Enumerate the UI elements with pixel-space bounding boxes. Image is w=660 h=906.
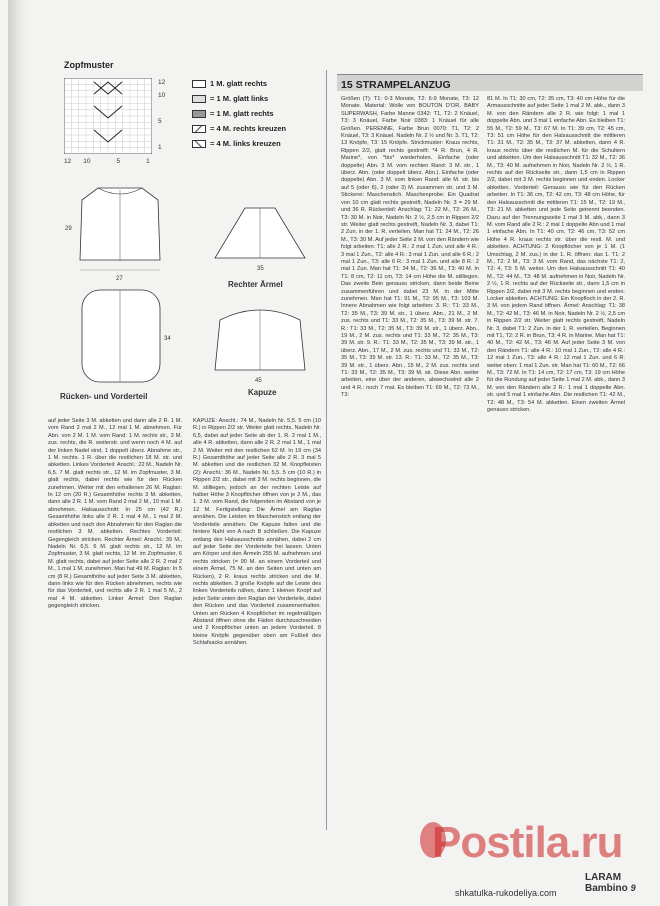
- text-column-2: [193, 418, 321, 858]
- column-divider: [326, 70, 327, 830]
- cable-chart: [64, 78, 152, 154]
- legend-item: [192, 121, 322, 136]
- row-label: 1: [158, 144, 162, 151]
- page-number: 9: [630, 883, 636, 893]
- hood-diagram: [200, 300, 320, 385]
- brand-logo: [585, 872, 636, 894]
- legend-item: [192, 91, 322, 106]
- text-column-3: [341, 96, 479, 848]
- legend-text: = 1 M. glatt rechts: [210, 109, 274, 118]
- svg-text:29: 29: [65, 226, 72, 232]
- svg-text:27: 27: [116, 276, 123, 282]
- caption-hood: Kapuze: [248, 388, 277, 397]
- watermark-logo: Postila.ru: [432, 818, 623, 867]
- legend-text: = 1 M. glatt links: [210, 94, 269, 103]
- zopf-title: Zopfmuster: [64, 60, 114, 70]
- legend-item: [192, 76, 322, 91]
- row-label: 10: [158, 92, 166, 99]
- row-label: 5: [158, 118, 162, 125]
- text-column-1: [48, 418, 182, 858]
- col-label: 5: [116, 158, 121, 165]
- cross-right-symbol: [192, 125, 206, 133]
- site-url: shkatulka-rukodeliya.com: [455, 888, 557, 898]
- legend-item: [192, 106, 322, 121]
- brand-sub: Bambino: [585, 883, 628, 894]
- svg-text:34: 34: [164, 336, 171, 342]
- paragraph: 81 M. In T1: 30 cm, T2: 35 cm, T3: 40 cm Höhe für die Armausschnitte auf jeder Seite 1 mal 2 M. abk., dann 3 M. von den Rändern alle 2 R. wie folgt: 1 mal 1 doppelte Abn. und 3 mal 1 einfache Abn. Es bleiben T1: 55 M., T2: 59 M., T3: 67 M. In T1: 39 cm, T2: 45 cm, T3: 51 cm Höhe für den Halsausschnitt die mittleren T1: 31 M., T2: 35 M., T3: 37 M. abketten, dann 4 R. kraus rechts über die restlichen M. für die Schultern und abketten. Um den Halsausschnitt T1: 32 M., T2: 36 M., T3: 40 M. aufnehmen in Noir, Nadeln Nr. 2 ½, 1 R. rechts auf der Rückseite str., dann 1,5 cm in Rippen 2/2, dabei mit 3 M. rechts beginnen und enden. Locker abketten. Vorderteil: Genauso wie für den Rücken arbeiten. In T1: 36 cm, T2: 42 cm, T3: 48 cm Höhe, für den Halsausschnitt die mittleren T1: 15 M., T2: 19 M., T3: 21 M. abketten und jede Seite getrennt beenden. Dazu auf der Trennungsseite 1 mal 3 M. abk., dann 3 M. vom Rand alle 2 R.: 2 mal 1 doppelte Abn und 1 mal 1 einfache Abn. In T1: 40 cm, T2: 46 cm, T3: 52 cm Höhe 4 R. kraus rechts str. über die restl. M. und abketten. ACHTUNG: 2 Knopflöcher von je 1 M. (1 Umschlag, 2 M. zus.) in der 1. R. öffnen: das 1. T1: 2 M., T2: 2 M., T3: 3 M. vom Rand, das nächste T1: 2, T2: 4, T3: 5 M. weiter. Um den Halsausschnitt T1: 40 M., T2: 44 M., T3: 48 M. aufnehmen in Noir, Nadeln Nr. 2 ½, 1 R. rechts auf der Rückseite str., dann 1,5 cm in Rippen 2/2, dabei mit 3 M. rechts beginnen und enden. Locker abketten. ACHTUNG: Ein Knopfloch in der 2. R. 3 M. von jedem Rand öffnen. Ärmel: Anschlag: T1: 38 M., T2: 42 M., T3: 46 M. in Noir, Nadeln Nr. 2 ½, 2,5 cm in Rippen 2/2 str. Weiter glatt rechts gestreift, Nadeln Nr. 3, dabei T1: 2 Zun. in der 1. R. verteilen. Beginnen mit T1, T2: 2 R. in Brun, T3: 4 R. in Marine. Man hat T1: 40 M., T2: 42 M., T3: 46 M. Auf jeder Seite 3 M. von den Rändern T1: alle 4 R.: 10 mal 1 Zun., T2: alle 4 R.: 12 mal 1 Zun., T3: alle 4 R.: 12 mal 1 Zun. und 6 R. weiter oben: 1 mal 1 Zun. str. Man hat T1: 60 M., T2: 66 M., T3: 72 M. In T1: 14 cm, T2: 17 cm, T3: 19 cm Höhe für die Rundung auf jeder Seite 1 mal 2 M. abk., dann 3 M. von den Rändern alle 2 R.: 1 mal 1 doppelte Abn. str. und 5 mal 1 einfache Abn. Die restlichen T1: 42 M., T2: 48 M., T3: 54 M. abketten. Einen zweiten Ärmel genauso stricken.: [487, 96, 625, 414]
- chart-legend: [192, 76, 322, 151]
- paragraph: Größen (T): T1: 0-3 Monate, T2: 6-9 Monate, T3: 12 Monate. Material: Wolle von BOUTON D'OR, BABY SUPERWASH, Farbe Manne 0342: T1, T2: 2 Knäuel, T3: 3 Knäuel, Farbe Noir 0383: 1 Knäuel für alle Größen. PERENNE, Farbe Brun 0070: T1, T2: 2 Knäuel, T3: 3 Knäuel. Nadeln Nr. 2 ½ und Nr. 3. T1, T2: 13 Knöpfe, T3: 15 Knöpfe. Strickmuster: Kraus rechts, Rippen 2/2, glatt rechts gestreift: *4 R. Brun, 4 R. Marine*, von *bis* wiederholen. Einfache (oder doppelte) Abn. 3 M. vom rechten Rand: 3 M. str., 1 überz. Abn. (oder doppelt überz. Abn.). Einfache (oder doppelte) Abn. 3 M. vom linken Rand: alle M. str. bis auf 5 (oder 6), 2 (oder 3) M. zusammen str. und 3 M. Stickerei: Maschenstich. Maschenprobe: Ein Quadrat von 10 cm glatt rechts gestreift, Nadeln Nr. 3 = 29 M. und 36 R. Rückenteil: Anschlag: T1: 22 M., T2: 26 M., T3: 30 M. in Noir, Nadeln Nr. 2 ½, 2,5 cm in Rippen 2/2 str. Weiter glatt rechts gestreift, Nadeln Nr. 3, dabei T1: 2 Zun. in der 1. R. verteilen. Man hat T1: 24 M., T2: 26 M., T3: 30 M. Auf jeder Seite 2 M. von den Rändern wie folgt arbeiten: T1: alle 2 R.: 2 mal 1 Zun. und alle 4 R.: 3 mal 1 Zun., T2: alle 4 R.: 3 mal 1 Zun. und alle 6 R.: 2 mal 1 Zun., T3: alle 6 R.: 3 mal 1 Zun. und alle 8 R.: 2 mal 1 Zun. Man hat T1: 34 M., T2: 36 M., T3: 40 M. In T1: 8 cm, T2: 11 cm, T3: 14 cm Höhe die M. stilliegen. Das zweite Bein genauso stricken, dann beide Beine zusammenführen und dabei 23 M. in der Mitte zunehmen. Man hat T1: 91 M., T2: 95 M., T3: 103 M. Innere Abnahmen wie folgt arbeiten: 3. R.: T1: 33 M., T2: 35 M., T3: 39 M. str., 1 überz. Abn., 21 M., 2 M. zus. rechts und T1: 33 M., T2: 35 M., T3: 39 M. str. 7. R.: T1: 33 M., T2: 35 M., T3: 39 M. str., 1 überz. Abn., 19 M., 2 M. zus. rechts und T1: 33 M., T2: 35 M., T3: 39 M. str. 9. R.: T1: 33 M., T2: 35 M., T3: 39 M. str., 1 überz. Abn., 17 M., 2 M. zus. rechts und T1: 33 M., T2: 35 M., T3: 39 M. str. 13. R.: T1: 33 M., T2: 35 M., T3: 39 M. str., 1 überz. Abn., 15 M., 2 M. zus. rechts und T1: 33 M., T2: 35 M., T3: 39 M. str. Diese Abn. weiter arbeiten, eine über der anderen, abwechselnd alle 2 und 4 R.: noch 7 mal. Es bleiben T1: 69 M., T2: 73 M., T3:: [341, 96, 479, 399]
- text-column-4: [487, 96, 625, 826]
- caption-sleeve: Rechter Ärmel: [228, 280, 283, 289]
- brand-name: LARAM: [585, 872, 622, 883]
- cross-left-symbol: [192, 140, 206, 148]
- stst-symbol: [192, 110, 206, 118]
- svg-text:35: 35: [257, 266, 264, 272]
- legend-text: 1 M. glatt rechts: [210, 79, 268, 88]
- purl-symbol: [192, 95, 206, 103]
- page-binding: [8, 0, 30, 906]
- paragraph: KAPUZE: Anschl.: 74 M., Nadeln Nr. 5,5. 5 cm (10 R.) in Rippen 2/2 str. Weiter glatt rechts, Nadeln Nr. 6,5, dabei auf jeder Seite ab der 1. R. 2 mal 1 M., alle 4 R. abketten, dann alle 2 R. 2 mal 1 M., 1 mal 2 M. Weiter mit den restlichen 62 M. In 19 cm (34 R.) Gesamthöhe auf jeder Seite alle 2 R. 3 mal 5 M. abketten und die restlichen 32 M. Knopfleisten (2): Anschl.: 36 M., Nadeln Nr. 5,5. 5 cm (10 R.) in Rippen 2/2 str., dabei mit 3 M. rechts beginnen, die M. stilliegen, jedoch an der rechten Leiste auf halber Höhe 3 Knopflöcher öffnen von je 2 M., das 1. 3 M. vom Rand, die folgenden im Abstand von je 12 M. Fertigstellung: Die Ärmel am Raglan annähen. Die Leisten im Maschenstich entlang der Vorderteile annähen. Die Kapuze falten und die hintere Naht von A nach B schließen. Die Kapuze entlang des Halsausschnitts annähen, dabei 2 cm auf jeder Seite der Vorderteile frei lassen. Unten am Körper und den Ärmeln 255 M. aufnehmen und rechts stricken (= 90 M. an einem Vorderteil und einem Ärmel, 75 M. an den Seiten und unten am Rücken), 2 R. kraus rechts stricken und die M. rechts abketten. 3 große Knöpfe auf die Leiste des linken Vorderteils nähen, dann 1 kleinen Knopf auf jeder Seite unten den Raglan der Vorderteile, dabei den Rücken und das Vorderteil zusammenhalten. Unten am Rücken 4 Knopflöcher im regelmäßigen Abstand öffnen ohne die Fäden durchzuschneiden und 2 Knopflöcher unten an jedem Vorderteil. 8 kleine Knöpfe gegenüber oben am Fußteil des Schlafsacks annähen.: [193, 418, 321, 647]
- row-label: 12: [158, 79, 166, 86]
- col-label: 10: [83, 158, 91, 165]
- legend-item: [192, 136, 322, 151]
- section-header: [337, 74, 643, 91]
- knit-symbol: [192, 80, 206, 88]
- chart-row-labels: [158, 76, 165, 154]
- paragraph: auf jeder Seite 3 M. abketten und dann alle 2 R. 1 M. vom Rand 2 mal 2 M., 12 mal 1 M. abnehmen. Für Abn. von 2 M. 1 M. vom Rand: 1 M. rechts str., 3 M. zus. rechts, die R. weiterstr. und wenn noch 4 M. auf der linken Nadel sind, 1 doppelt überz. Abnahme str., 1 M. rechts. 1 R. über die restlichen 18 M. str. und abketten. Linkes Vorderteil: Anschl.: 22 M., Nadeln Nr. 6,5. 7 M. glatt rechts str., 12 M. im Zopfmuster, 3 M. glatt rechts, dabei rechts wie für den Rücken zunehmen. Weiter mit den erhaltenen 26 M. Raglan: In 12 cm (20 R.) Gesamthöhe rechts 3 M. abketten, dann alle 2 R. 1 M. vom Rand 2 mal 2 M., 10 mal 1 M. abnehmen. Halsausschnitt: In 25 cm (42 R.) Gesamthöhe links alle 2 R. 1 mal 4 M., 1 mal 2 M. abketten und nach den Abnahmen für den Raglan die restlichen 3 M. abketten. Rechtes Vorderteil: Gegengleich stricken. Rechter Ärmel: Anschl.: 39 M., Nadeln Nr. 6,5. 6 M. glatt rechts str., 12 M. im Zopfmuster, 3 M. glatt rechts, 12 M. im Zopfmuster, 6 M. glatt rechts, dabei auf jeder Seite alle 2 R. 2 mal 2 M., 1 mal 1 M. zunehmen. Man hat 49 M. Raglan: In 5 cm (8 R.) Gesamthöhe auf jeder Seite 3 M. abketten, dann links wie für den Rücken abnehmen, rechts wie für das Vorderteil, und rechts alle 2 R. 1 mal 5 M., 2 mal 4 M. abketten. Linker Ärmel: Den Raglan gegengleich stricken.: [48, 418, 182, 610]
- legend-text: = 4 M. rechts kreuzen: [210, 124, 287, 133]
- svg-text:45: 45: [255, 378, 262, 384]
- chart-col-labels: [64, 158, 150, 165]
- header-text: 15 STRAMPELANZUG: [341, 79, 451, 91]
- body-pattern-diagram: [60, 180, 180, 390]
- caption-front: Rücken- und Vorderteil: [60, 392, 148, 401]
- col-label: 12: [64, 158, 72, 165]
- sleeve-diagram: [205, 198, 315, 278]
- col-label: 1: [146, 158, 150, 165]
- legend-text: = 4 M. links kreuzen: [210, 139, 281, 148]
